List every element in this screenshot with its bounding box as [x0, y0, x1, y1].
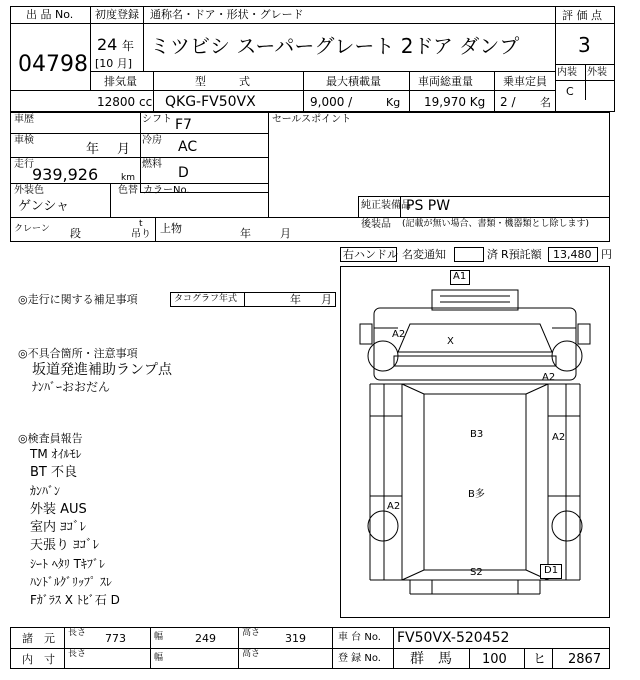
mark-s2: S2	[470, 567, 483, 578]
defect-item: ﾅﾝﾊﾞｰおおだん	[32, 380, 111, 394]
max-load-unit: Kg	[386, 96, 401, 109]
inner-length-label: 長さ	[68, 649, 87, 659]
mark-b-many: B多	[468, 489, 485, 500]
crane-stage: 段	[70, 227, 81, 240]
mark-x: X	[447, 336, 454, 347]
max-load-value: 9,000 /	[310, 95, 353, 109]
aftermarket-label: 後装品	[361, 219, 391, 230]
lot-number: 04798	[18, 52, 88, 77]
shift-value: F7	[175, 117, 192, 133]
deposit-label: R預託額	[501, 248, 542, 261]
body-label: 上物	[160, 222, 182, 235]
exterior-label: 外装	[587, 67, 607, 78]
mark-a2-front-left: A2	[392, 329, 406, 340]
history-label: 車歴	[14, 114, 34, 125]
body-month: 月	[280, 227, 291, 240]
max-load-label: 最大積載量	[326, 75, 381, 88]
width-label: 幅	[154, 632, 164, 642]
defect-title: ◎不具合箇所・注意事項	[18, 347, 138, 360]
body-year: 年	[240, 227, 251, 240]
type-value: QKG-FV50VX	[165, 94, 256, 110]
crane-label: クレーン	[14, 224, 50, 234]
inspector-item: 外装 AUS	[30, 502, 87, 517]
capacity-label: 乗車定員	[503, 75, 547, 88]
reg-number: 2867	[568, 652, 602, 667]
interior-label: 内装	[557, 67, 577, 78]
reg-kana: ヒ	[533, 652, 547, 667]
width-value: 249	[195, 632, 216, 645]
capacity-unit: 名	[540, 96, 551, 109]
mileage-label: 走行	[14, 159, 34, 170]
reg-class: 100	[482, 652, 507, 667]
gross-weight-value: 19,970 Kg	[424, 95, 486, 109]
inspector-item: TM ｵｲﾙﾓﾚ	[30, 447, 82, 461]
fuel-label: 燃料	[142, 159, 162, 170]
height-label: 高さ	[242, 628, 261, 638]
inner-width-label: 幅	[154, 653, 164, 663]
inspection-month: 月	[117, 142, 131, 157]
sales-point-label: セールスポイント	[272, 114, 352, 125]
defect-item: 坂道発進補助ランプ点	[32, 362, 172, 378]
inner-label: 内 寸	[22, 653, 55, 666]
name-change-box	[454, 247, 484, 262]
ac-value: AC	[178, 139, 198, 155]
model-name: ミツビシ スーパーグレート 2ドア ダンプ	[150, 34, 520, 58]
model-desc-label: 通称名・ドア・形状・グレード	[150, 8, 304, 21]
rhd-label: 右ハンドル	[343, 248, 398, 261]
dims-label: 諸 元	[22, 632, 55, 645]
inspector-item: ﾊﾝﾄﾞﾙｸﾞﾘｯﾌﾟ ｽﾚ	[30, 575, 112, 589]
reg-label: 登 録 No.	[338, 653, 381, 664]
reg-year: 24	[97, 35, 118, 54]
mark-a2-front-right: A2	[542, 372, 556, 383]
inspection-label: 車検	[14, 135, 34, 146]
color-no-label: 色替	[118, 185, 138, 196]
crane-hang: 吊り	[131, 229, 151, 240]
reg-year-unit: 年	[122, 39, 135, 53]
inspector-title: ◎検査員報告	[18, 432, 83, 445]
tacho-year: 年	[290, 293, 301, 306]
tacho-month: 月	[321, 293, 332, 306]
name-change-label: 名変通知	[402, 248, 446, 261]
tacho-label: タコグラフ年式	[174, 294, 238, 304]
fuel-value: D	[178, 165, 189, 181]
displacement-value: 12800 cc	[97, 95, 153, 109]
shift-label: シフト	[142, 114, 172, 125]
mark-d1: D1	[544, 565, 559, 576]
displacement-label: 排気量	[104, 75, 137, 88]
type-label: 型 式	[195, 75, 250, 88]
mark-a2-rear-left: A2	[387, 501, 401, 512]
genuine-label: 純正装備品	[361, 200, 411, 211]
deposit-unit: 円	[601, 248, 612, 261]
mark-a2-right: A2	[552, 432, 566, 443]
reg-month: [10 月]	[95, 57, 133, 70]
grade-label: 評 価 点	[562, 9, 602, 22]
first-reg-label: 初度登録	[95, 8, 139, 21]
ext-color-label: 外装色	[14, 185, 44, 196]
crane-ton: t	[139, 219, 143, 229]
mileage-unit: km	[121, 173, 135, 183]
deposit-value: 13,480	[553, 248, 592, 261]
inspector-item: ｶﾝﾊﾞﾝ	[30, 484, 61, 498]
deposit-mark: 済	[487, 248, 498, 261]
inspector-item: BT 不良	[30, 465, 77, 480]
mark-b3: B3	[470, 429, 484, 440]
inspector-item: ｼｰﾄ ﾍﾀﾘ Tｷﾌﾞﾚ	[30, 557, 105, 571]
gross-weight-label: 車両総重量	[418, 75, 473, 88]
ac-label: 冷房	[142, 135, 162, 146]
aftermarket-note: (記載が無い場合、書類・機器類とし除します)	[402, 219, 590, 229]
travel-notes-title: ◎走行に関する補足事項	[18, 293, 138, 306]
inspector-item: Fｶﾞﾗｽ X ﾄﾋﾞ石 D	[30, 593, 120, 607]
interior-grade: C	[566, 85, 574, 98]
ext-color-value: ゲンシャ	[18, 199, 70, 214]
inspector-item: 天張り ﾖｺﾞﾚ	[30, 538, 100, 553]
capacity-value: 2 /	[500, 95, 516, 109]
grade-value: 3	[578, 33, 591, 57]
genuine-value: PS PW	[406, 198, 451, 214]
inner-height-label: 高さ	[242, 649, 261, 659]
height-value: 319	[285, 632, 306, 645]
inspector-item: 室内 ﾖｺﾞﾚ	[30, 520, 87, 535]
chassis-value: FV50VX-520452	[397, 630, 510, 646]
mark-a1: A1	[453, 271, 467, 282]
truck-diagram	[340, 266, 610, 618]
length-value: 773	[105, 632, 126, 645]
inspection-year: 年	[86, 142, 100, 157]
chassis-label: 車 台 No.	[338, 632, 381, 643]
mileage-value: 939,926	[32, 165, 99, 184]
lot-label: 出 品 No.	[26, 8, 74, 21]
reg-area: 群 馬	[410, 651, 452, 667]
length-label: 長さ	[68, 628, 87, 638]
color-no-label-2: カラーNo.	[143, 185, 190, 196]
